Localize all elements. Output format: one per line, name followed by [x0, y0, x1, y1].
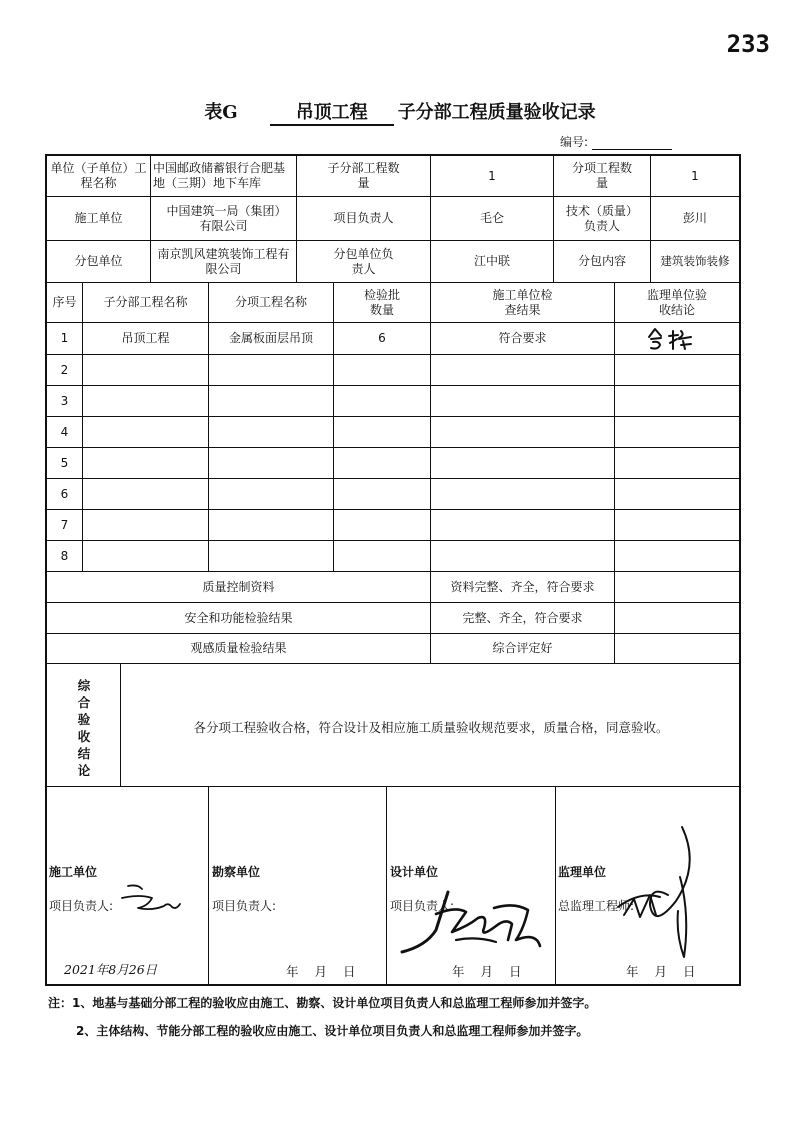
- design-sign-date: 年 月 日: [452, 964, 528, 979]
- conclusion-label: 综 合 验 收 结 论: [77, 678, 91, 778]
- footnote-1: 注：1、地基与基础分部工程的验收应由施工、勘察、设计单位项目负责人和总监理工程师参加并签字。: [48, 996, 597, 1010]
- chief-supervisor-label: 总监理工程师:: [558, 899, 635, 913]
- table-rule: [555, 786, 556, 984]
- table-rule: [45, 416, 741, 417]
- subcontractor-label: 分包单位: [74, 254, 123, 268]
- project-manager-label: 项目负责人: [333, 211, 394, 225]
- row-number: 7: [60, 517, 69, 532]
- construction-unit-label: 施工单位: [49, 865, 98, 879]
- table-rule: [45, 786, 741, 787]
- col-header-no: 序号: [52, 295, 77, 309]
- subproject-name: 吊顶工程: [270, 98, 394, 126]
- form-code: 表G: [204, 102, 238, 123]
- construction-sign-date: 2021年8月26日: [64, 962, 158, 977]
- subdivision-count-value: 1: [488, 168, 496, 183]
- subcontractor-lead-value: 江中联: [473, 254, 510, 268]
- row-number: 2: [60, 362, 69, 377]
- table-border-bottom: [45, 984, 741, 986]
- form-title: [0, 98, 800, 126]
- row-number: 3: [60, 393, 69, 408]
- serial-number: [560, 133, 672, 150]
- technical-lead-value: 彭川: [682, 211, 707, 225]
- serial-label: 编号:: [560, 135, 589, 149]
- unit-value: 中国邮政储蓄银行合肥基地（三期）地下车库: [153, 161, 286, 190]
- col-header-check-result: 施工单位检查结果: [492, 287, 553, 317]
- survey-pm-label: 项目负责人:: [212, 899, 277, 913]
- row-batch-count: 6: [378, 331, 386, 345]
- handwritten-qualified-mark: [615, 323, 739, 354]
- design-unit-label: 设计单位: [390, 865, 439, 879]
- page-number: 233: [726, 30, 770, 58]
- unit-label: 单位（子单位）工程名称: [50, 161, 147, 190]
- supervision-unit-label: 监理单位: [558, 865, 607, 879]
- col-header-item-name: 分项工程名称: [234, 295, 307, 309]
- row-number: 8: [60, 548, 69, 563]
- contractor-value: 中国建筑一局（集团）有限公司: [166, 203, 281, 233]
- col-header-batch-count: 检验批数量: [363, 287, 400, 317]
- form-title-suffix: 子分部工程质量验收记录: [397, 102, 596, 123]
- technical-lead-label: 技术（质量）负责人: [565, 203, 638, 233]
- contractor-label: 施工单位: [74, 211, 123, 225]
- row-supervision-conclusion: [615, 323, 739, 354]
- summary-appearance-label: 观感质量检验结果: [190, 641, 287, 655]
- subdivision-count-label: 子分部工程数量: [327, 161, 400, 190]
- table-rule: [45, 663, 741, 664]
- summary-safety-function-result: 完整、齐全，符合要求: [462, 610, 583, 625]
- design-pm-signature: [396, 888, 546, 968]
- serial-blank: [592, 137, 672, 150]
- row-check-result: 符合要求: [498, 331, 547, 345]
- table-rule: [208, 786, 209, 984]
- table-rule: [45, 385, 741, 386]
- row-number: 1: [60, 331, 69, 345]
- table-rule: [45, 540, 741, 541]
- col-header-subdivision-name: 子分部工程名称: [103, 295, 188, 309]
- supervision-sign-date: 年 月 日: [626, 964, 702, 979]
- subcontractor-value: 南京凯风建筑装饰工程有限公司: [157, 246, 290, 276]
- subcontract-content-value: 建筑装饰装修: [660, 254, 730, 269]
- row-number: 4: [60, 424, 69, 439]
- project-manager-value: 毛仑: [479, 211, 504, 225]
- table-rule: [45, 509, 741, 510]
- summary-safety-function-label: 安全和功能检验结果: [184, 610, 293, 625]
- construction-pm-signature: [118, 880, 188, 920]
- summary-appearance-result: 综合评定好: [492, 641, 553, 655]
- footnote-2: 2、主体结构、节能分部工程的验收应由施工、设计单位项目负责人和总监理工程师参加并签字。: [76, 1024, 589, 1038]
- conclusion-text: 各分项工程验收合格，符合设计及相应施工质量验收规范要求，质量合格，同意验收。: [193, 720, 669, 735]
- table-rule: [120, 663, 121, 786]
- summary-quality-control-label: 质量控制资料: [202, 579, 275, 594]
- item-count-value: 1: [691, 168, 699, 183]
- row-item-name: 金属板面层吊顶: [228, 331, 313, 345]
- table-rule: [45, 354, 741, 355]
- row-number: 6: [60, 486, 69, 501]
- table-rule: [45, 478, 741, 479]
- table-rule: [45, 447, 741, 448]
- table-border-right: [739, 154, 741, 986]
- construction-pm-label: 项目负责人:: [49, 899, 114, 913]
- subcontract-content-label: 分包内容: [577, 254, 626, 268]
- survey-sign-date: 年 月 日: [286, 964, 362, 979]
- survey-unit-label: 勘察单位: [212, 865, 261, 879]
- subcontractor-lead-label: 分包单位负责人: [333, 246, 394, 276]
- summary-quality-control-result: 资料完整、齐全，符合要求: [450, 579, 595, 594]
- row-number: 5: [60, 455, 69, 470]
- design-pm-label: 项目负责人:: [390, 899, 455, 913]
- item-count-label: 分项工程数量: [572, 161, 633, 190]
- chief-supervisor-signature: [610, 825, 720, 960]
- table-rule: [614, 571, 615, 663]
- table-rule: [386, 786, 387, 984]
- col-header-supervision-conclusion: 监理单位验收结论: [647, 287, 708, 317]
- row-subdivision-name: 吊顶工程: [121, 331, 170, 345]
